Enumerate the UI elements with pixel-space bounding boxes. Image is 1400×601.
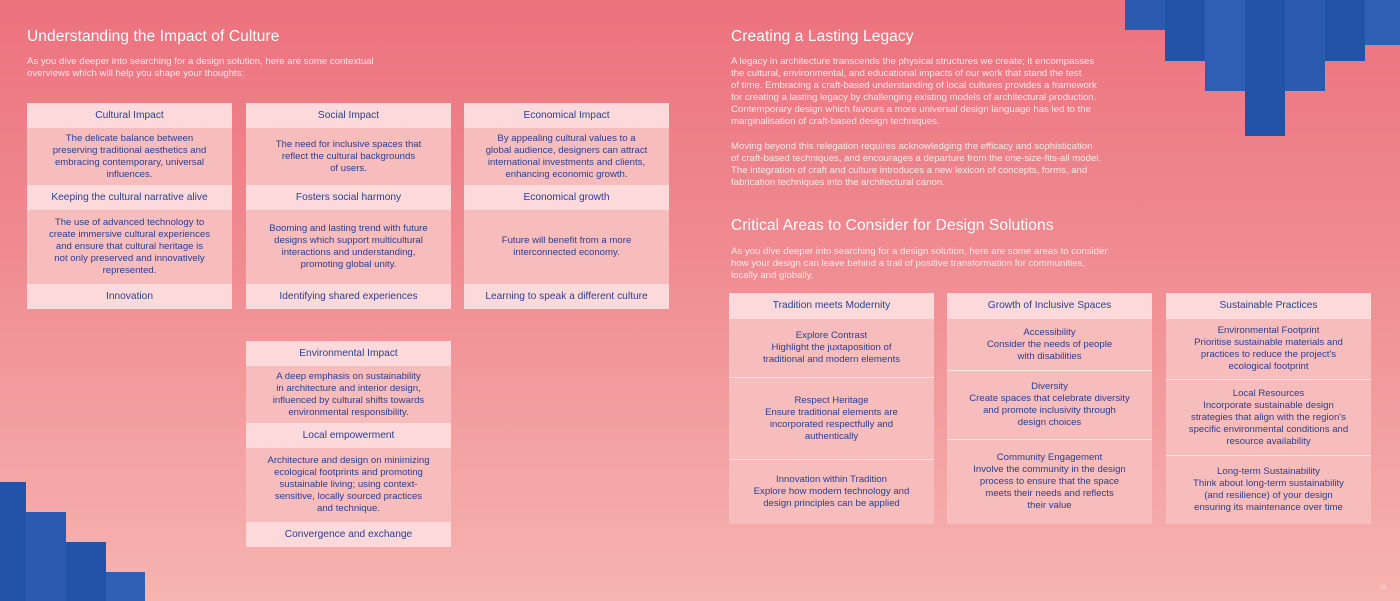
card-item: Long-term Sustainability Think about long-term sustainability (and resilience) of your design ensuring its maintenance over time [1166, 456, 1371, 524]
card-subheading: Local empowerment [246, 423, 451, 448]
card-description: Booming and lasting trend with future designs which support multicultural interactions and understanding, promoting global unity. [246, 210, 451, 284]
card-description: The need for inclusive spaces that reflect the cultural backgrounds of users. [246, 128, 451, 185]
card-item: Accessibility Consider the needs of people with disabilities [947, 319, 1152, 371]
critical-areas-intro: As you dive deeper into searching for a design solution, here are some areas to consider how your design can leave behind a trail of positive transformation for communities, locally and globally. [731, 246, 1108, 281]
legacy-title: Creating a Lasting Legacy [731, 28, 914, 45]
card-subheading: Learning to speak a different culture [464, 284, 669, 309]
critical-card-sustainable [1166, 293, 1371, 524]
decorative-block [26, 512, 66, 601]
impact-card-cultural [27, 103, 232, 309]
card-item: Innovation within Tradition Explore how modern technology and design principles can be applied [729, 460, 934, 524]
card-subheading: Identifying shared experiences [246, 284, 451, 309]
card-description: Architecture and design on minimizing ecological footprints and promoting sustainable living; using context- sensitive, locally sourced practices and technique. [246, 448, 451, 522]
card-description: By appealing cultural values to a global audience, designers can attract international investments and clients, enhancing economic growth. [464, 128, 669, 185]
decorative-block [1245, 0, 1285, 136]
legacy-paragraph: Moving beyond this relegation requires acknowledging the efficacy and sophistication of craft-based techniques, and encourages a departure from the one-size-fits-all model. The integration of craft and culture introduces a new lexicon of concepts, forms, and fabrication techniques into the architectural canon. [731, 141, 1102, 188]
decorative-block [1205, 0, 1245, 91]
card-item: Explore Contrast Highlight the juxtaposition of traditional and modern elements [729, 319, 934, 378]
decorative-block [1165, 0, 1205, 61]
card-description: The use of advanced technology to create immersive cultural experiences and ensure that cultural heritage is not only preserved and innovatively represented. [27, 210, 232, 284]
impact-card-social [246, 103, 451, 309]
intro-text: As you dive deeper into searching for a design solution, here are some contextual overviews which will help you shape your thoughts: [27, 56, 374, 79]
decorative-block [1285, 0, 1325, 91]
card-item: Environmental Footprint Prioritise sustainable materials and practices to reduce the project's ecological footprint [1166, 319, 1371, 380]
card-title: Cultural Impact [27, 103, 232, 128]
card-description: A deep emphasis on sustainability in architecture and interior design, influenced by cultural shifts towards environmental responsibility. [246, 366, 451, 423]
page-title: Understanding the Impact of Culture [27, 28, 280, 45]
decorative-block [1325, 0, 1365, 61]
decorative-block [1125, 0, 1165, 30]
card-subheading: Economical growth [464, 185, 669, 210]
card-description: The delicate balance between preserving traditional aesthetics and embracing contemporary, universal influences. [27, 128, 232, 185]
page-number: 15 [1379, 585, 1386, 591]
critical-card-inclusive [947, 293, 1152, 524]
legacy-paragraph: A legacy in architecture transcends the physical structures we create; it encompasses the cultural, environmental, and educational impacts of our work that stand the test of time. Embracing a craft-based understanding of local cultures provides a framework for creating a lasting legacy by challenging existing models of architectural production. Contemporary design which favours a more universal design language has led to the marginalisation of craft-based design techniques. [731, 56, 1097, 127]
card-title: Economical Impact [464, 103, 669, 128]
card-description: Future will benefit from a more interconnected economy. [464, 210, 669, 284]
critical-areas-title: Critical Areas to Consider for Design Solutions [731, 217, 1054, 234]
card-item: Local Resources Incorporate sustainable design strategies that align with the region's specific environmental conditions and resource availability [1166, 380, 1371, 456]
card-subheading: Fosters social harmony [246, 185, 451, 210]
card-item: Community Engagement Involve the community in the design process to ensure that the space meets their needs and reflects their value [947, 440, 1152, 524]
impact-card-economical [464, 103, 669, 309]
card-title: Sustainable Practices [1166, 293, 1371, 319]
card-title: Environmental Impact [246, 341, 451, 366]
critical-card-tradition [729, 293, 934, 524]
card-title: Growth of Inclusive Spaces [947, 293, 1152, 319]
card-subheading: Innovation [27, 284, 232, 309]
card-subheading: Convergence and exchange [246, 522, 451, 547]
decorative-block [106, 572, 145, 601]
card-item: Diversity Create spaces that celebrate diversity and promote inclusivity through design choices [947, 371, 1152, 440]
card-item: Respect Heritage Ensure traditional elements are incorporated respectfully and authentically [729, 378, 934, 460]
decorative-block [0, 482, 26, 601]
card-title: Tradition meets Modernity [729, 293, 934, 319]
impact-card-environmental [246, 341, 451, 547]
card-subheading: Keeping the cultural narrative alive [27, 185, 232, 210]
decorative-block [66, 542, 106, 601]
card-title: Social Impact [246, 103, 451, 128]
decorative-block [1365, 0, 1400, 45]
